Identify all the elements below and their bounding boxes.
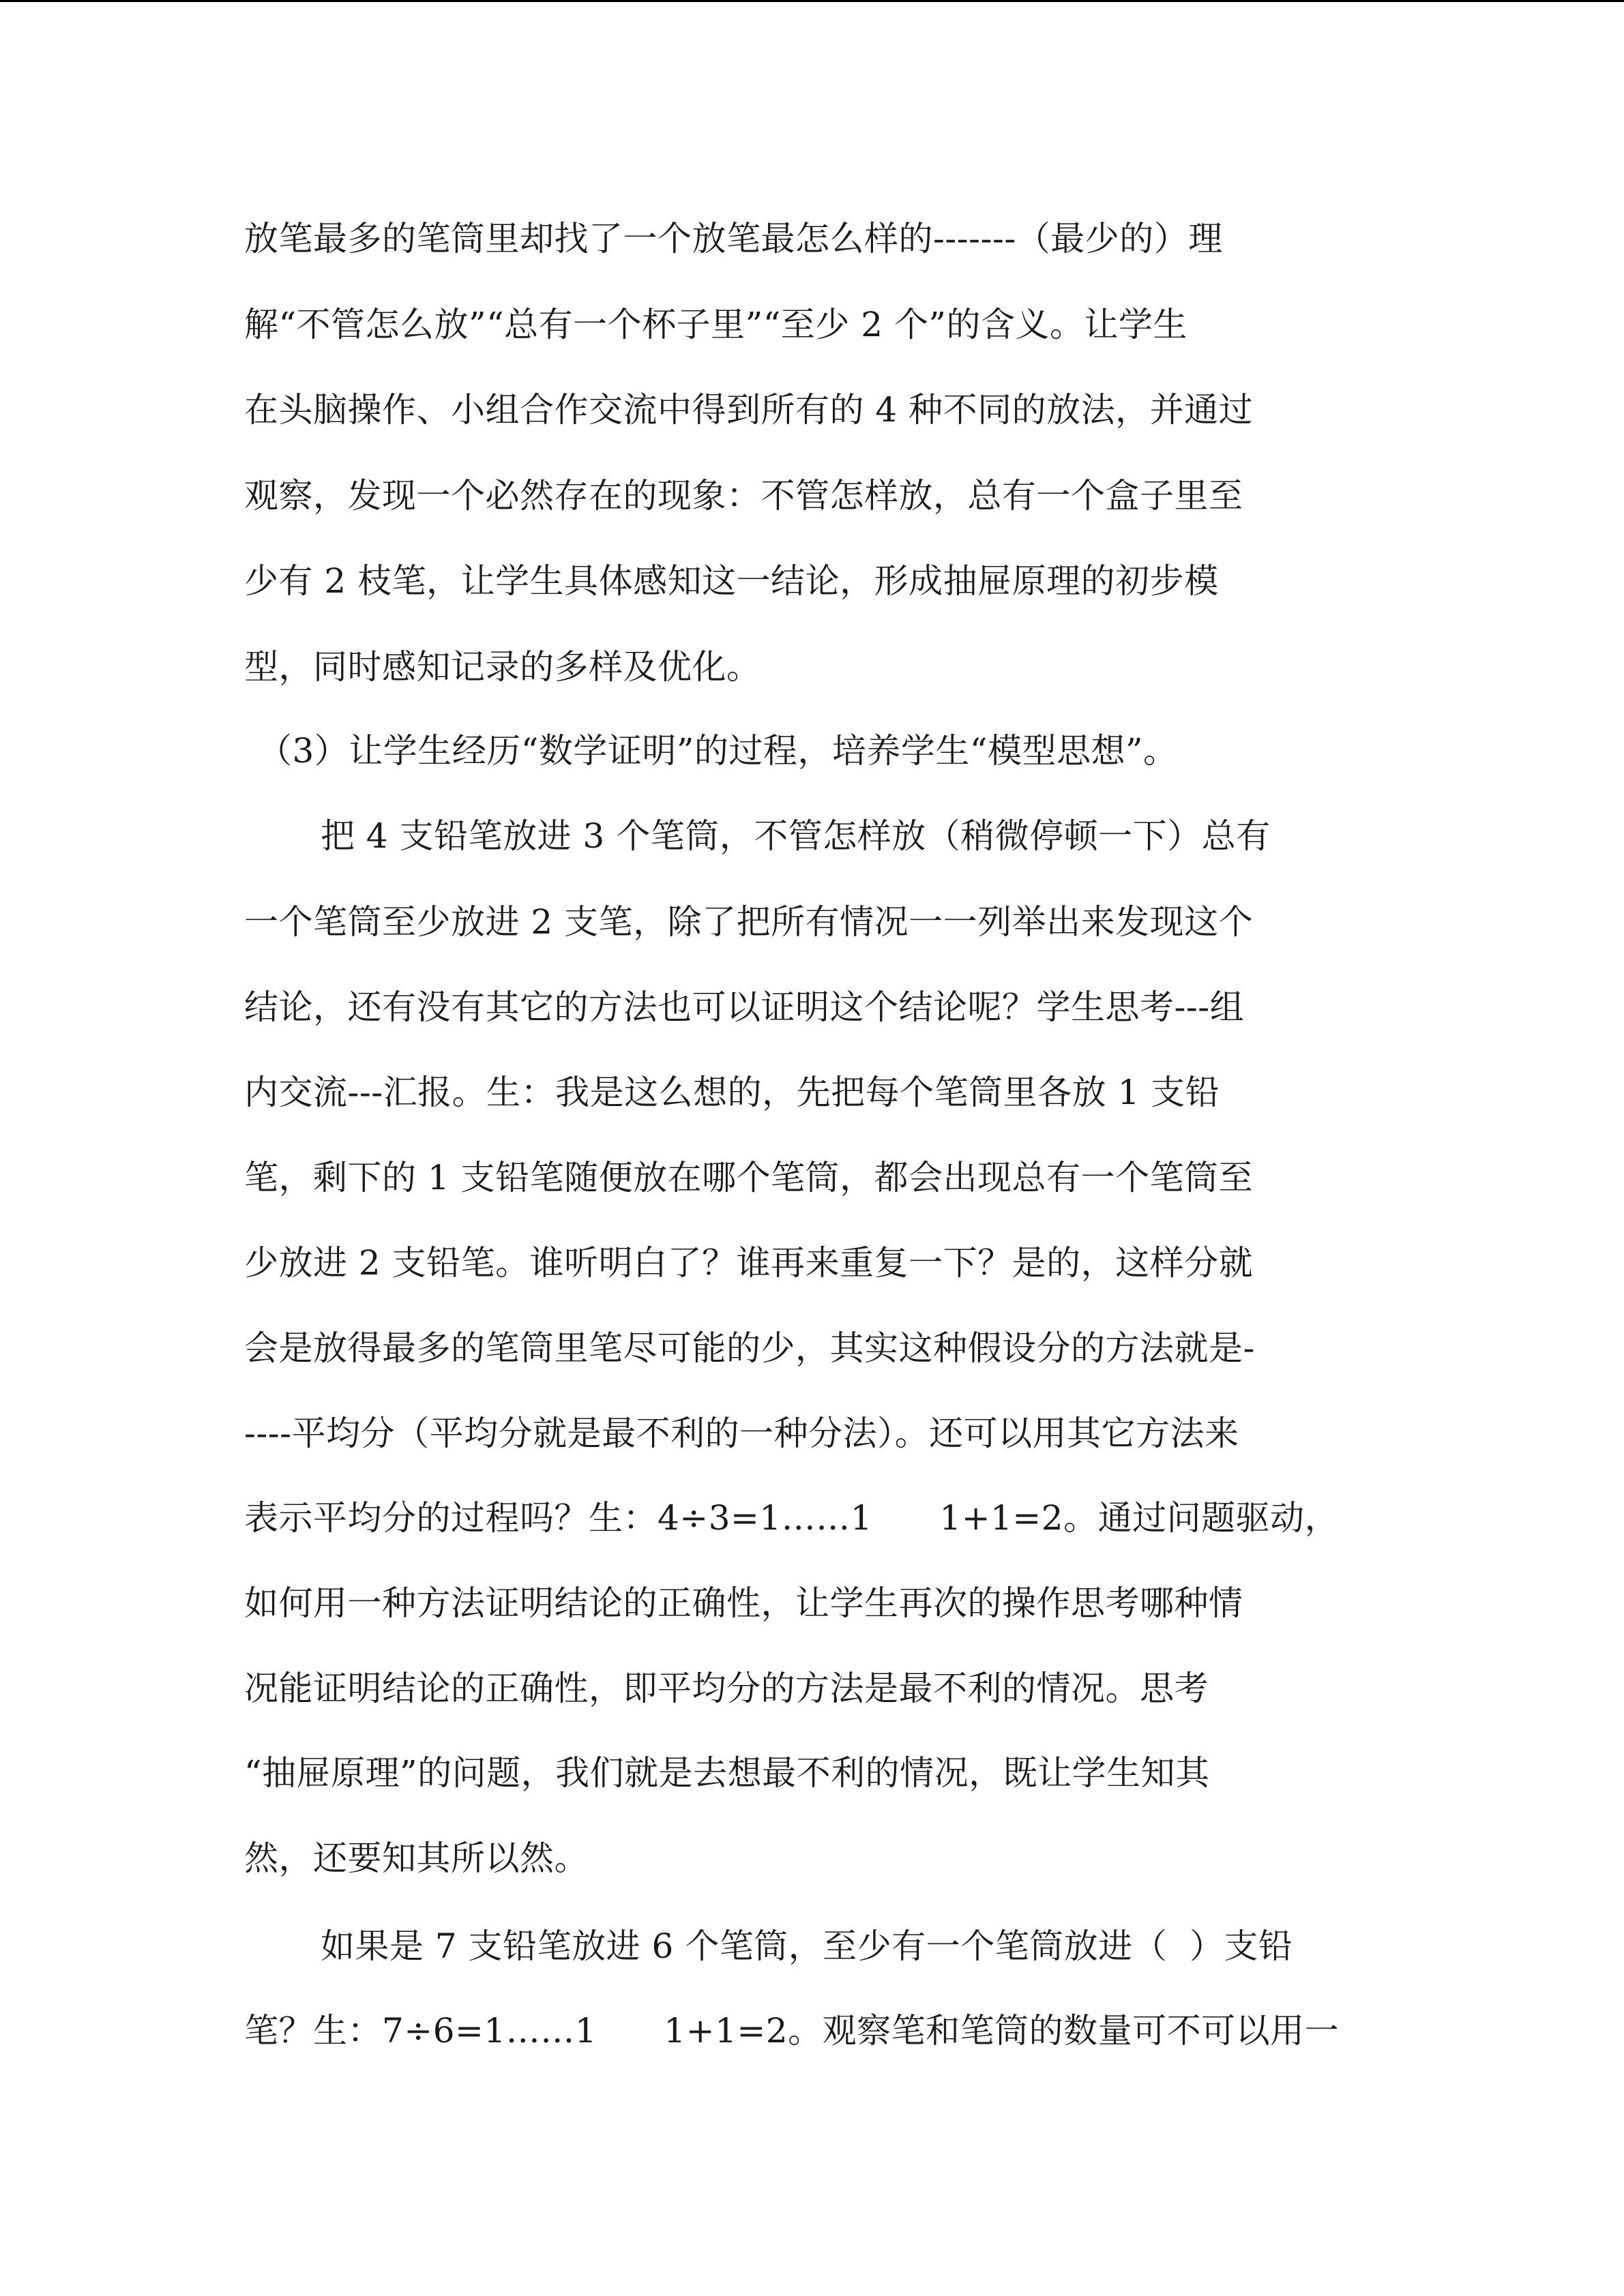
text-line: 内交流---汇报。生：我是这么想的，先把每个笔筒里各放 1 支铅 (244, 1073, 1220, 1112)
text-line: 笔，剩下的 1 支铅笔随便放在哪个笔筒，都会出现总有一个笔筒至 (244, 1158, 1254, 1197)
text-line: 一个笔筒至少放进 2 支笔，除了把所有情况一一列举出来发现这个 (244, 902, 1254, 942)
text-line: 型，同时感知记录的多样及优化。 (244, 647, 761, 687)
text-line: “抽屉原理”的问题，我们就是去想最不利的情况，既让学生知其 (244, 1753, 1210, 1793)
text-line: 笔？生：7÷6=1……1 1+1=2。观察笔和笔筒的数量可不可以用一 (244, 2011, 1340, 2051)
paragraph-first-line: 如果是 7 支铅笔放进 6 个笔筒，至少有一个笔筒放进（ ）支铅 (321, 1926, 1293, 1966)
text-line: 结论，还有没有其它的方法也可以证明这个结论呢？学生思考---组 (244, 987, 1245, 1027)
text-line: 如何用一种方法证明结论的正确性，让学生再次的操作思考哪种情 (244, 1583, 1243, 1623)
text-line: 况能证明结论的正确性，即平均分的方法是最不利的情况。思考 (244, 1669, 1209, 1708)
text-line: 少有 2 枝笔，让学生具体感知这一结论，形成抽屉原理的初步模 (244, 561, 1219, 601)
section-heading: （3）让学生经历“数学证明”的过程，培养学生“模型思想”。 (258, 731, 1178, 771)
text-line: 少放进 2 支铅笔。谁听明白了？谁再来重复一下？是的，这样分就 (244, 1243, 1254, 1283)
text-line: 观察，发现一个必然存在的现象：不管怎样放，总有一个盒子里至 (244, 476, 1243, 516)
text-line: 然，还要知其所以然。 (244, 1838, 589, 1878)
text-line: 放笔最多的笔筒里却找了一个放笔最怎么样的-------（最少的）理 (244, 219, 1223, 258)
text-line: 表示平均分的过程吗？生：4÷3=1……1 1+1=2。通过问题驱动， (244, 1498, 1340, 1538)
text-line: ----平均分（平均分就是最不利的一种分法）。还可以用其它方法来 (244, 1414, 1239, 1453)
text-line: 解“不管怎么放”“总有一个杯子里”“至少 2 个”的含义。让学生 (244, 305, 1187, 344)
paragraph-first-line: 把 4 支铅笔放进 3 个笔筒，不管怎样放（稍微停顿一下）总有 (321, 816, 1271, 856)
text-line: 在头脑操作、小组合作交流中得到所有的 4 种不同的放法，并通过 (244, 390, 1254, 430)
page-top-border (0, 0, 1624, 2)
text-line: 会是放得最多的笔筒里笔尽可能的少，其实这种假设分的方法就是- (244, 1328, 1255, 1368)
